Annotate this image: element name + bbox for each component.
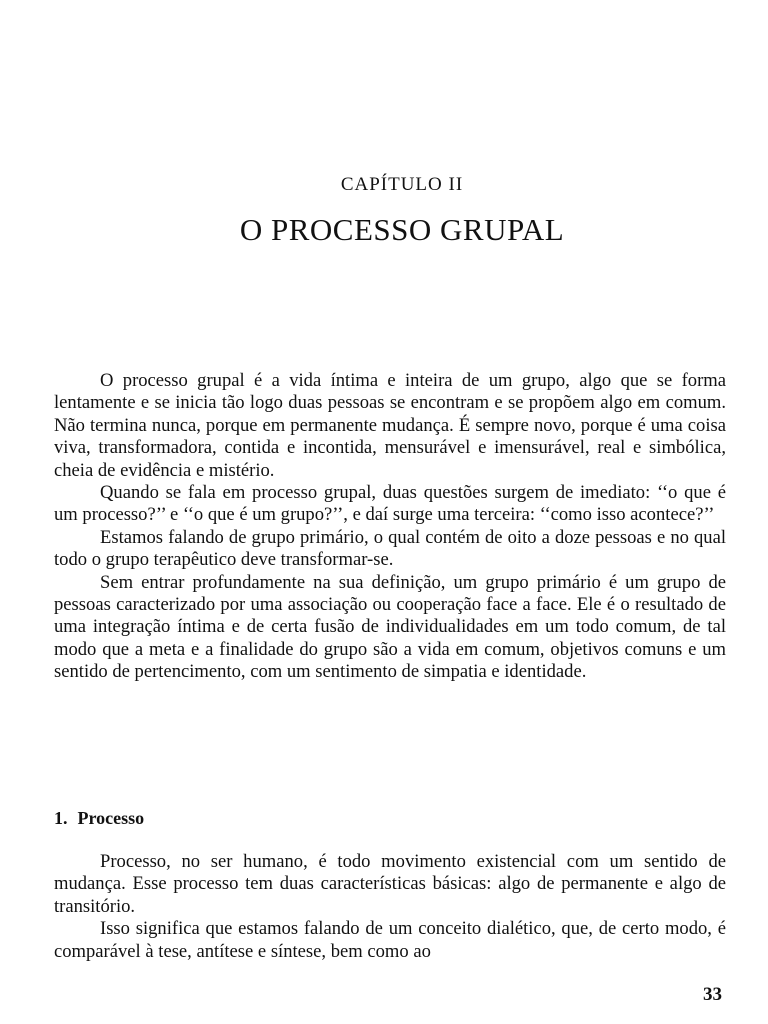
- chapter-label: CAPÍTULO II: [340, 174, 464, 195]
- paragraph: Estamos falando de grupo primário, o qual contém de oito a doze pessoas e no qual todo o grupo terapêutico deve transformar-se.: [54, 526, 726, 571]
- chapter-title: O PROCESSO GRUPAL: [239, 212, 565, 247]
- section-number: 1.: [54, 808, 68, 828]
- section-title: Processo: [77, 808, 145, 828]
- paragraph: O processo grupal é a vida íntima e inteira de um grupo, algo que se forma lentamente e se inicia tão logo duas pessoas se encontram e se propõem algo em comum. Não termina nunca, porque em permanente mudança. É sempre novo, porque é uma coisa viva, transformadora, contida e incontida, mensurável e imensurável, real e simbólica, cheia de evidência e mistério.: [54, 370, 726, 481]
- paragraph: Sem entrar profundamente na sua definição, um grupo primário é um grupo de pessoas caracterizado por uma associação ou cooperação face a face. Ele é o resultado de uma integração íntima e de certa fusão de individualidades em um todo comum, de tal modo que a meta e a finalidade do grupo são a vida em comum, objetivos comuns e um sentido de pertencimento, com um sentimento de simpatia e identidade.: [54, 571, 726, 683]
- paragraph: Quando se fala em processo grupal, duas questões surgem de imediato: ‘‘o que é um processo?’’ e ‘‘o que é um grupo?’’, e daí surge uma terceira: ‘‘como isso acontece?’’: [54, 482, 726, 526]
- page-number: 33: [703, 984, 722, 1005]
- section-text-block: [54, 851, 726, 963]
- paragraph: Processo, no ser humano, é todo movimento existencial com um sentido de mudança. Esse processo tem duas características básicas: algo de permanente e algo de transitório.: [54, 851, 726, 917]
- intro-text-block: [54, 370, 726, 684]
- section-heading: [54, 808, 154, 829]
- paragraph: Isso significa que estamos falando de um conceito dialético, que, de certo modo, é comparável à tese, antítese e síntese, bem como ao: [54, 918, 726, 962]
